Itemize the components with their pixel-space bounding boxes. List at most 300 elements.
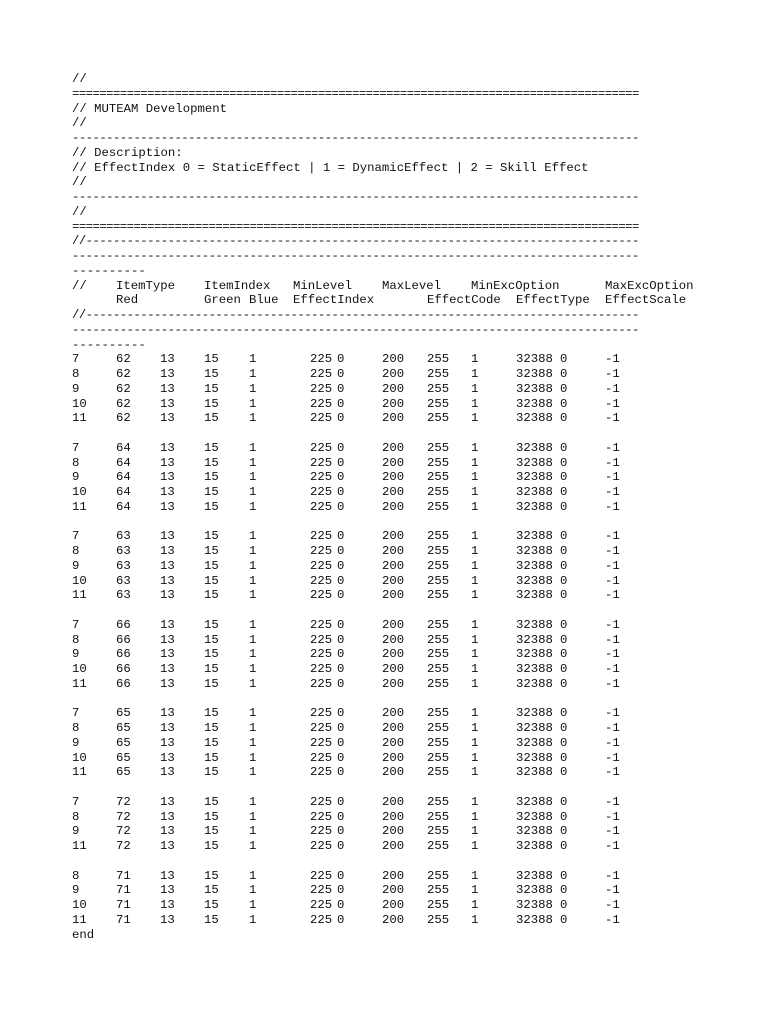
table-row [72,898,698,913]
max-exc-option-cell: 225 [310,632,333,647]
group-spacer [72,854,698,869]
min-level-cell: 13 [160,499,175,514]
effect-index-cell: 1 [471,396,479,411]
blue-cell: 255 [427,544,450,558]
effect-index-cell: 1 [471,898,479,912]
table-row [72,456,698,471]
red-cell: 0 [337,617,345,632]
max-level-cell: 15 [204,470,219,485]
separator-tail: ---------- [72,263,146,278]
column-header: Green [204,293,241,308]
effect-code-cell: 32388 [516,529,553,544]
column-header: ItemIndex [204,278,271,293]
column-header: EffectIndex [293,293,375,308]
min-level-cell: 13 [160,912,175,927]
effect-index-cell: 1 [471,794,479,809]
effect-type-cell: 0 [560,499,568,514]
item-type-cell: 72 [116,824,131,839]
item-index-cell: 10 [72,573,87,588]
max-exc-option-cell: 225 [310,470,333,485]
effect-scale-cell: -1 [605,558,620,573]
item-index-cell: 9 [72,558,80,573]
item-type-cell: 65 [116,721,131,735]
item-type-cell: 63 [116,544,131,558]
min-exc-option-cell: 1 [249,499,257,514]
max-exc-option-cell: 225 [310,573,333,588]
min-level-cell: 13 [160,809,175,824]
min-level-cell: 13 [160,868,175,883]
blue-cell: 255 [427,824,450,839]
item-type-cell: 66 [116,662,131,676]
table-row [72,736,698,751]
table-row [72,913,698,928]
effect-scale-cell: -1 [605,735,620,750]
min-level-cell: 13 [160,662,175,676]
column-header: // [72,278,87,293]
table-row [72,618,698,633]
effect-code-cell: 32388 [516,706,553,721]
effect-index-cell: 1 [471,499,479,514]
effect-type-cell: 0 [560,706,568,721]
max-exc-option-cell: 225 [310,868,333,883]
red-cell: 0 [337,529,345,544]
min-exc-option-cell: 1 [249,573,257,588]
item-index-cell: 10 [72,662,87,676]
red-cell: 0 [337,411,345,426]
item-type-cell: 62 [116,396,131,411]
effect-code-cell: 32388 [516,898,553,912]
max-level-cell: 15 [204,912,219,927]
effect-code-cell: 32388 [516,440,553,455]
effect-scale-cell: -1 [605,750,620,765]
green-cell: 200 [382,824,405,839]
red-cell: 0 [337,750,345,765]
document-body [72,72,698,942]
item-index-cell: 11 [72,912,87,927]
item-index-cell: 10 [72,396,87,411]
effect-scale-cell: -1 [605,647,620,662]
effect-scale-cell: -1 [605,573,620,588]
max-exc-option-cell: 225 [310,824,333,839]
column-header: MaxExcOption [605,278,694,293]
effect-type-cell: 0 [560,632,568,647]
blue-cell: 255 [427,676,450,691]
max-exc-option-cell: 225 [310,809,333,824]
effect-code-cell: 32388 [516,411,553,426]
red-cell: 0 [337,735,345,750]
table-row [72,869,698,884]
item-index-cell: 8 [72,809,80,824]
min-level-cell: 13 [160,735,175,750]
effect-code-cell: 32388 [516,558,553,573]
effect-type-cell: 0 [560,676,568,691]
item-type-cell: 63 [116,558,131,573]
effect-index-cell: 1 [471,706,479,721]
group-spacer [72,603,698,618]
item-index-cell: 8 [72,632,80,647]
green-cell: 200 [382,632,405,647]
table-row [72,677,698,692]
effect-scale-cell: -1 [605,721,620,735]
effect-index-cell: 1 [471,721,479,735]
effect-code-cell: 32388 [516,809,553,824]
blue-cell: 255 [427,721,450,735]
column-header: MinExcOption [471,278,560,293]
effect-index-cell: 1 [471,824,479,839]
column-header: EffectType [516,293,590,308]
effect-code-cell: 32388 [516,485,553,499]
min-exc-option-cell: 1 [249,676,257,691]
effect-index-cell: 1 [471,440,479,455]
column-header: EffectScale [605,293,687,308]
blue-cell: 255 [427,573,450,588]
max-level-cell: 15 [204,839,219,853]
blue-cell: 255 [427,912,450,927]
effect-index-cell: 1 [471,455,479,470]
green-cell: 200 [382,912,405,927]
max-exc-option-cell: 225 [310,676,333,691]
min-level-cell: 13 [160,824,175,839]
blue-cell: 255 [427,352,450,367]
max-exc-option-cell: 225 [310,912,333,927]
min-level-cell: 13 [160,470,175,485]
max-level-cell: 15 [204,381,219,396]
max-exc-option-cell: 225 [310,455,333,470]
effect-index-cell: 1 [471,809,479,824]
item-type-cell: 72 [116,809,131,824]
min-level-cell: 13 [160,883,175,898]
green-cell: 200 [382,883,405,898]
table-row [72,411,698,426]
max-level-cell: 15 [204,868,219,883]
min-exc-option-cell: 1 [249,883,257,898]
effect-index-cell: 1 [471,544,479,558]
max-exc-option-cell: 225 [310,765,333,780]
red-cell: 0 [337,470,345,485]
red-cell: 0 [337,455,345,470]
effect-index-cell: 1 [471,662,479,676]
effect-scale-cell: -1 [605,617,620,632]
green-cell: 200 [382,544,405,558]
green-cell: 200 [382,588,405,603]
effect-scale-cell: -1 [605,381,620,396]
item-type-cell: 71 [116,883,131,898]
effect-code-cell: 32388 [516,824,553,839]
effect-type-cell: 0 [560,544,568,558]
effect-scale-cell: -1 [605,396,620,411]
effect-index-cell: 1 [471,765,479,780]
end-marker: end [72,927,95,942]
min-exc-option-cell: 1 [249,544,257,558]
column-header: ItemType [116,278,176,293]
effect-scale-cell: -1 [605,676,620,691]
max-level-cell: 15 [204,647,219,662]
min-exc-option-cell: 1 [249,485,257,499]
item-index-cell: 9 [72,470,80,485]
separator-line: //--------------------------------------------------------------------------------- [72,308,639,322]
separator-line: =================================================================================== [72,219,639,234]
effect-code-cell: 32388 [516,794,553,809]
item-type-cell: 65 [116,750,131,765]
item-index-cell: 8 [72,721,80,735]
max-exc-option-cell: 225 [310,411,333,426]
blue-cell: 255 [427,470,450,485]
effect-index-cell: 1 [471,529,479,544]
item-type-cell: 66 [116,632,131,647]
red-cell: 0 [337,765,345,780]
item-index-cell: 8 [72,367,80,381]
table-row [72,544,698,559]
item-type-cell: 66 [116,617,131,632]
separator-line: ----------------------------------------------------------------------------------- [72,190,639,204]
max-level-cell: 15 [204,883,219,898]
item-type-cell: 63 [116,588,131,603]
red-cell: 0 [337,839,345,853]
effect-type-cell: 0 [560,809,568,824]
red-cell: 0 [337,721,345,735]
item-type-cell: 63 [116,573,131,588]
item-index-cell: 7 [72,794,80,809]
min-level-cell: 13 [160,352,175,367]
max-exc-option-cell: 225 [310,721,333,735]
blue-cell: 255 [427,396,450,411]
item-index-cell: 9 [72,381,80,396]
table-row [72,810,698,825]
blue-cell: 255 [427,735,450,750]
item-index-cell: 11 [72,839,87,853]
comment-line: // [72,72,87,86]
item-type-cell: 64 [116,499,131,514]
max-exc-option-cell: 225 [310,485,333,499]
red-cell: 0 [337,809,345,824]
table-row [72,706,698,721]
effect-code-cell: 32388 [516,617,553,632]
max-exc-option-cell: 225 [310,440,333,455]
max-level-cell: 15 [204,617,219,632]
min-exc-option-cell: 1 [249,352,257,367]
item-index-cell: 11 [72,765,87,780]
max-exc-option-cell: 225 [310,794,333,809]
table-row [72,839,698,854]
max-exc-option-cell: 225 [310,381,333,396]
effect-code-cell: 32388 [516,735,553,750]
effect-code-cell: 32388 [516,544,553,558]
green-cell: 200 [382,381,405,396]
column-header: EffectCode [427,293,501,308]
max-level-cell: 15 [204,809,219,824]
item-type-cell: 65 [116,735,131,750]
separator-line: ----------------------------------------------------------------------------------- [72,131,639,145]
green-cell: 200 [382,352,405,367]
column-header: Blue [249,293,279,308]
min-level-cell: 13 [160,647,175,662]
min-level-cell: 13 [160,839,175,853]
item-index-cell: 10 [72,750,87,765]
group-spacer [72,515,698,530]
max-level-cell: 15 [204,632,219,647]
effect-type-cell: 0 [560,573,568,588]
effect-type-cell: 0 [560,750,568,765]
max-exc-option-cell: 225 [310,735,333,750]
max-level-cell: 15 [204,794,219,809]
item-index-cell: 7 [72,440,80,455]
min-exc-option-cell: 1 [249,411,257,426]
max-level-cell: 15 [204,824,219,839]
max-exc-option-cell: 225 [310,617,333,632]
effect-code-cell: 32388 [516,883,553,898]
column-header: Red [116,293,139,308]
table-row [72,367,698,382]
blue-cell: 255 [427,647,450,662]
green-cell: 200 [382,706,405,721]
item-type-cell: 66 [116,676,131,691]
effect-type-cell: 0 [560,381,568,396]
effect-scale-cell: -1 [605,632,620,647]
min-level-cell: 13 [160,558,175,573]
red-cell: 0 [337,662,345,676]
max-level-cell: 15 [204,499,219,514]
item-type-cell: 64 [116,455,131,470]
effect-scale-cell: -1 [605,440,620,455]
green-cell: 200 [382,868,405,883]
effect-code-cell: 32388 [516,750,553,765]
effect-type-cell: 0 [560,485,568,499]
red-cell: 0 [337,794,345,809]
effect-type-cell: 0 [560,883,568,898]
effect-scale-cell: -1 [605,470,620,485]
blue-cell: 255 [427,750,450,765]
min-level-cell: 13 [160,676,175,691]
min-level-cell: 13 [160,632,175,647]
effect-scale-cell: -1 [605,544,620,558]
effect-scale-cell: -1 [605,529,620,544]
item-type-cell: 66 [116,647,131,662]
effect-type-cell: 0 [560,794,568,809]
table-row [72,721,698,736]
effect-code-cell: 32388 [516,912,553,927]
min-exc-option-cell: 1 [249,735,257,750]
green-cell: 200 [382,499,405,514]
effect-index-cell: 1 [471,912,479,927]
green-cell: 200 [382,529,405,544]
effect-code-cell: 32388 [516,647,553,662]
max-level-cell: 15 [204,706,219,721]
item-type-cell: 64 [116,470,131,485]
blue-cell: 255 [427,809,450,824]
item-type-cell: 62 [116,367,131,381]
max-level-cell: 15 [204,676,219,691]
item-type-cell: 72 [116,794,131,809]
blue-cell: 255 [427,411,450,426]
min-exc-option-cell: 1 [249,617,257,632]
min-exc-option-cell: 1 [249,662,257,676]
red-cell: 0 [337,485,345,499]
table-row [72,529,698,544]
table-row [72,662,698,677]
effect-code-cell: 32388 [516,499,553,514]
min-level-cell: 13 [160,411,175,426]
item-index-cell: 10 [72,485,87,499]
separator-line: ----------------------------------------------------------------------------------- [72,322,639,337]
min-exc-option-cell: 1 [249,868,257,883]
effect-type-cell: 0 [560,647,568,662]
separator-line: ----------------------------------------------------------------------------------- [72,249,639,263]
min-exc-option-cell: 1 [249,721,257,735]
max-exc-option-cell: 225 [310,499,333,514]
effect-scale-cell: -1 [605,662,620,676]
min-exc-option-cell: 1 [249,529,257,544]
table-row [72,352,698,367]
blue-cell: 255 [427,794,450,809]
min-exc-option-cell: 1 [249,367,257,381]
table-row [72,500,698,515]
blue-cell: 255 [427,381,450,396]
red-cell: 0 [337,352,345,367]
table-row [72,765,698,780]
min-exc-option-cell: 1 [249,588,257,603]
min-level-cell: 13 [160,544,175,558]
min-exc-option-cell: 1 [249,381,257,396]
blue-cell: 255 [427,440,450,455]
red-cell: 0 [337,706,345,721]
min-exc-option-cell: 1 [249,898,257,912]
red-cell: 0 [337,676,345,691]
item-type-cell: 71 [116,868,131,883]
effect-code-cell: 32388 [516,632,553,647]
effect-type-cell: 0 [560,588,568,603]
min-level-cell: 13 [160,381,175,396]
effect-code-cell: 32388 [516,676,553,691]
green-cell: 200 [382,809,405,824]
item-type-cell: 63 [116,529,131,544]
effect-type-cell: 0 [560,839,568,853]
red-cell: 0 [337,632,345,647]
effect-code-cell: 32388 [516,662,553,676]
max-level-cell: 15 [204,352,219,367]
effect-index-cell: 1 [471,632,479,647]
table-row [72,795,698,810]
red-cell: 0 [337,868,345,883]
table-row [72,633,698,648]
min-level-cell: 13 [160,721,175,735]
effect-code-cell: 32388 [516,352,553,367]
max-exc-option-cell: 225 [310,883,333,898]
min-level-cell: 13 [160,588,175,603]
effect-code-cell: 32388 [516,470,553,485]
max-level-cell: 15 [204,396,219,411]
effect-scale-cell: -1 [605,898,620,912]
column-header-row-2 [72,293,698,308]
min-exc-option-cell: 1 [249,470,257,485]
effect-index-cell: 1 [471,367,479,381]
min-level-cell: 13 [160,765,175,780]
item-index-cell: 7 [72,706,80,721]
item-index-cell: 11 [72,676,87,691]
column-header-row-1 [72,279,698,294]
blue-cell: 255 [427,617,450,632]
item-type-cell: 71 [116,912,131,927]
separator-line: //--------------------------------------------------------------------------------- [72,234,639,249]
item-index-cell: 11 [72,411,87,426]
green-cell: 200 [382,470,405,485]
green-cell: 200 [382,617,405,632]
effect-scale-cell: -1 [605,352,620,367]
green-cell: 200 [382,396,405,411]
comment-line: // [72,204,87,219]
min-level-cell: 13 [160,898,175,912]
blue-cell: 255 [427,868,450,883]
red-cell: 0 [337,824,345,839]
